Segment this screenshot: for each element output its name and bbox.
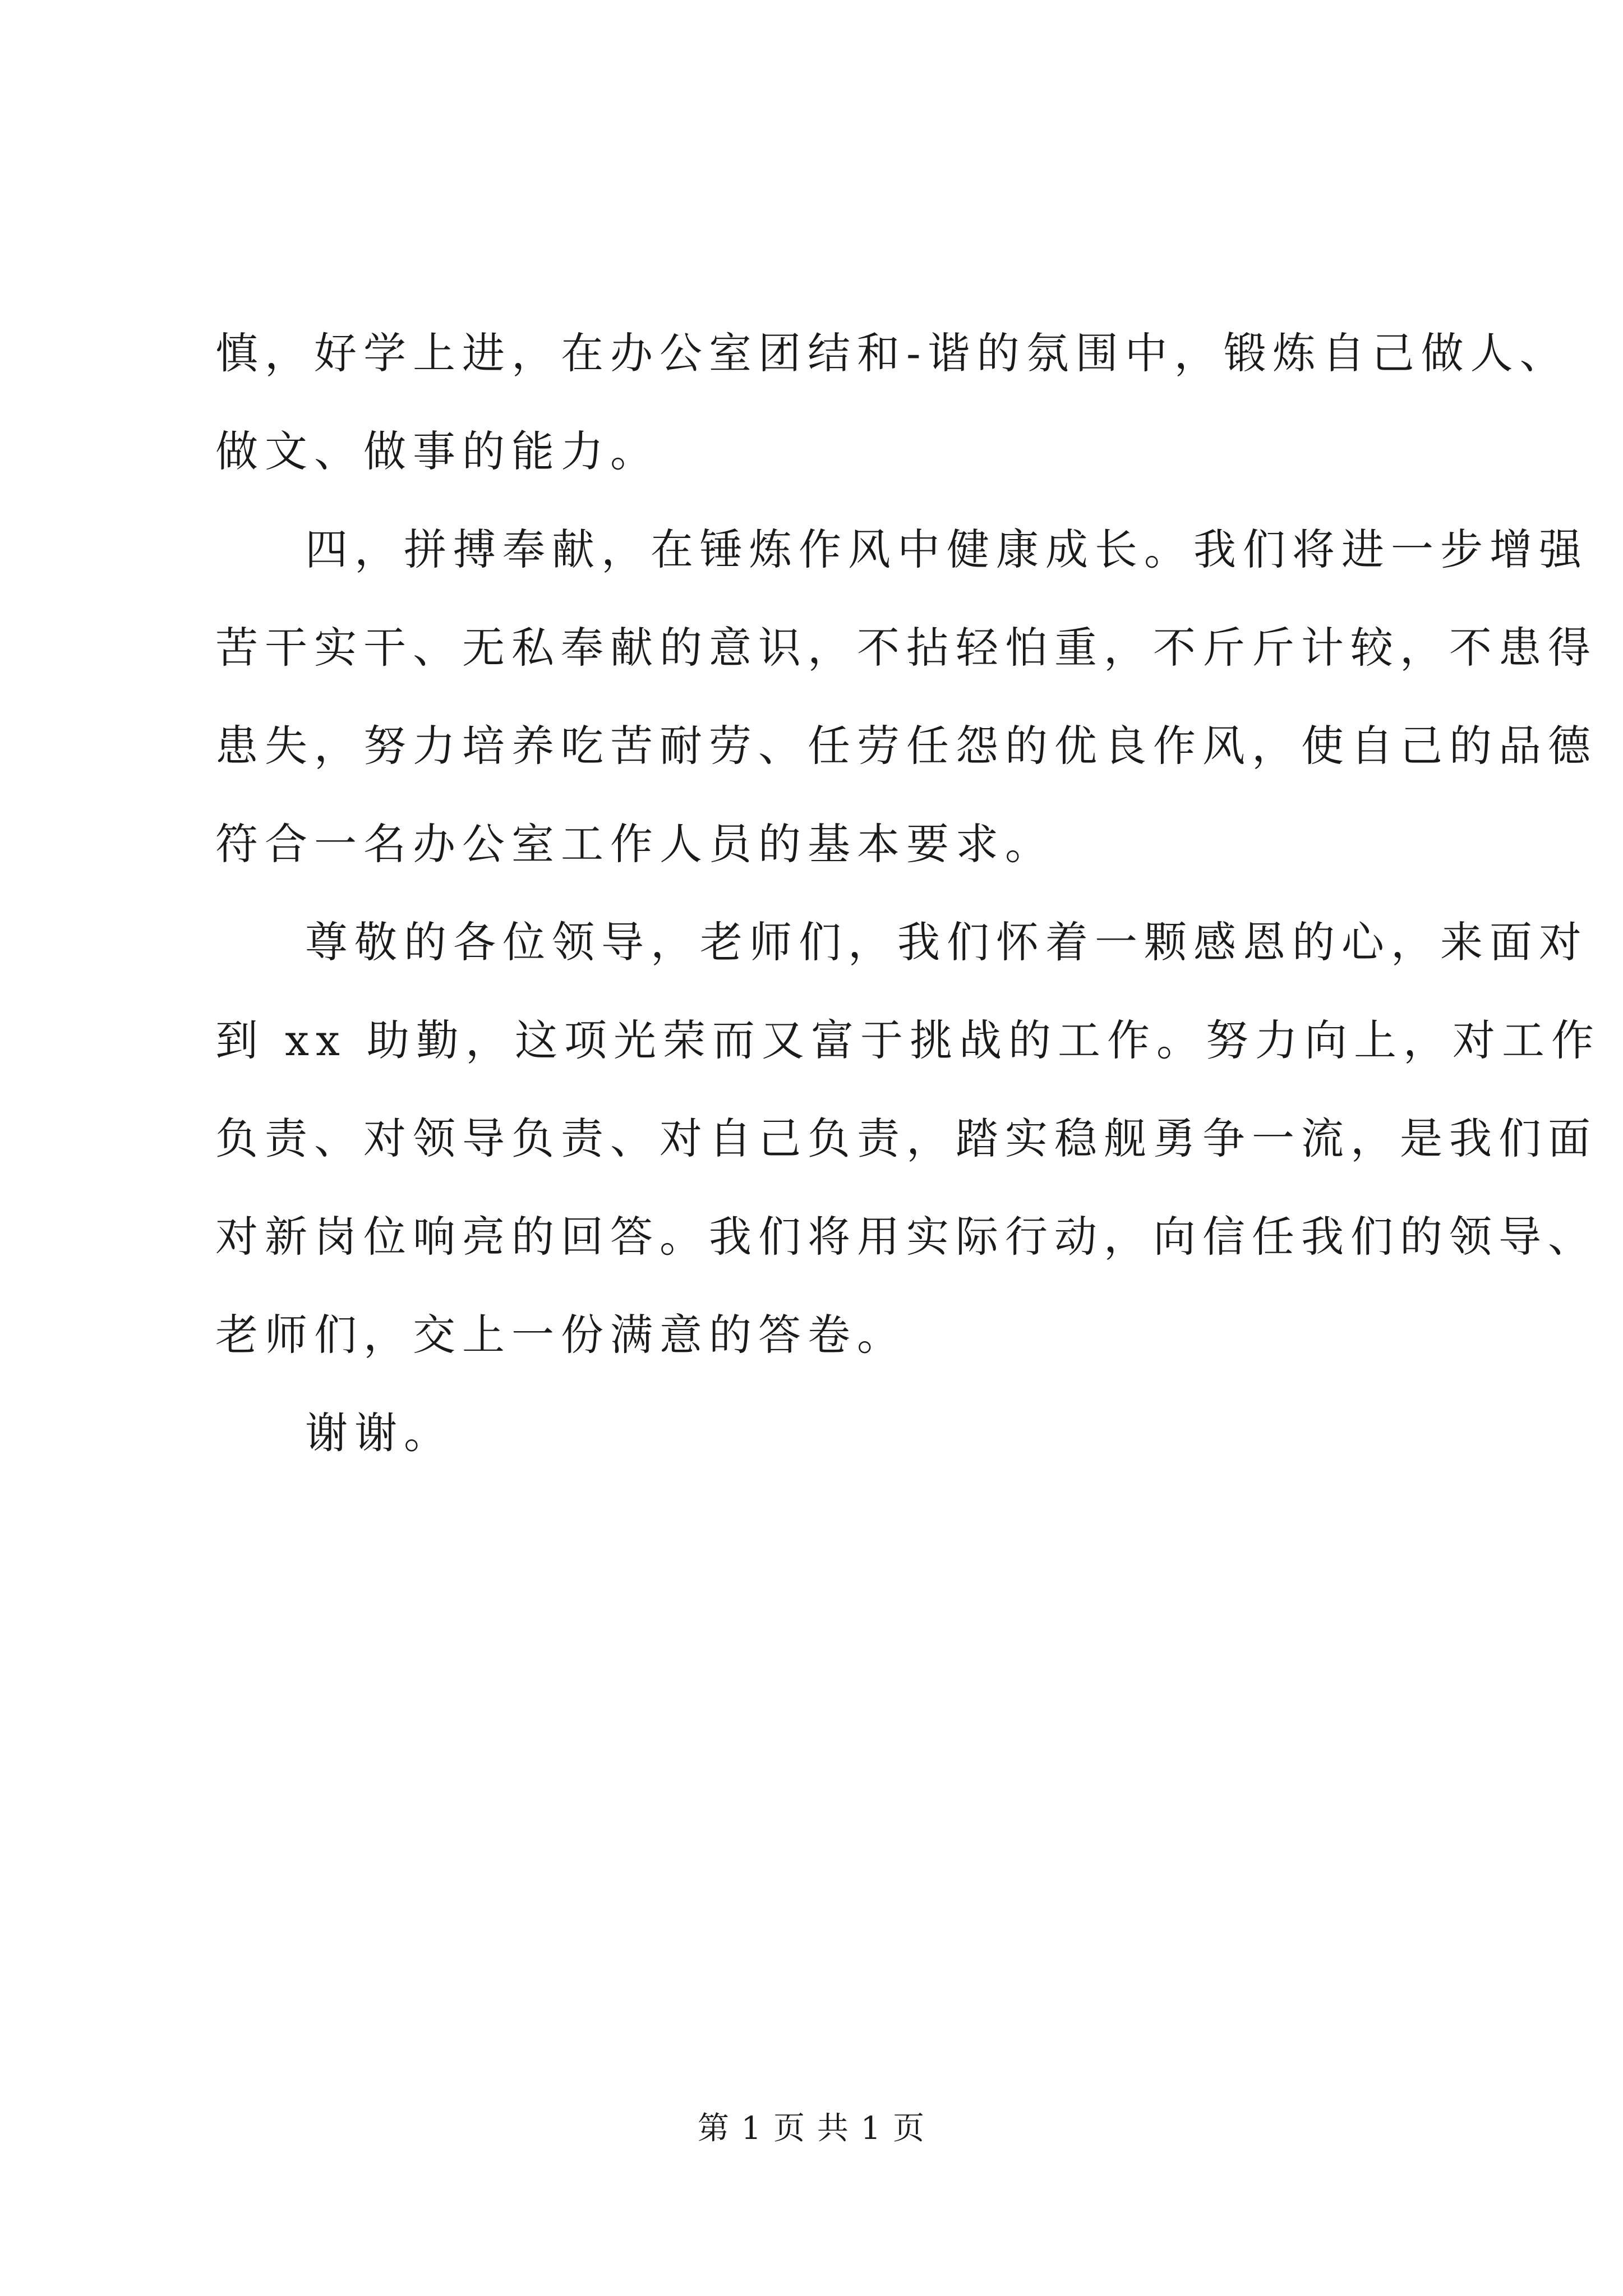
body-line: 慎，好学上进，在办公室团结和-谐的氛围中，锻炼自己做人、 [215,328,1569,378]
paragraph-start-line: 四，拼搏奉献，在锤炼作风中健康成长。我们将进一步增强 [305,524,1588,574]
body-line: 到 xx 助勤，这项光荣而又富于挑战的工作。努力向上，对工作 [215,1015,1601,1065]
paragraph-start-line: 尊敬的各位领导，老师们，我们怀着一颗感恩的心，来面对 [305,917,1588,967]
body-line: 老师们，交上一份满意的答卷。 [215,1310,906,1360]
page-footer: 第 1 页 共 1 页 [697,2110,926,2147]
body-line: 苦干实干、无私奉献的意识，不拈轻怕重，不斤斤计较，不患得 [215,623,1597,673]
closing-line: 谢谢。 [305,1408,453,1458]
body-line: 患失，努力培养吃苦耐劳、任劳任怨的优良作风，使自己的品德 [215,721,1597,771]
body-line: 做文、做事的能力。 [215,426,660,476]
body-line: 负责、对领导负责、对自己负责，踏实稳舰勇争一流，是我们面 [215,1114,1597,1163]
body-line: 符合一名办公室工作人员的基本要求。 [215,819,1054,869]
body-line: 对新岗位响亮的回答。我们将用实际行动，向信任我们的领导、 [215,1212,1597,1262]
